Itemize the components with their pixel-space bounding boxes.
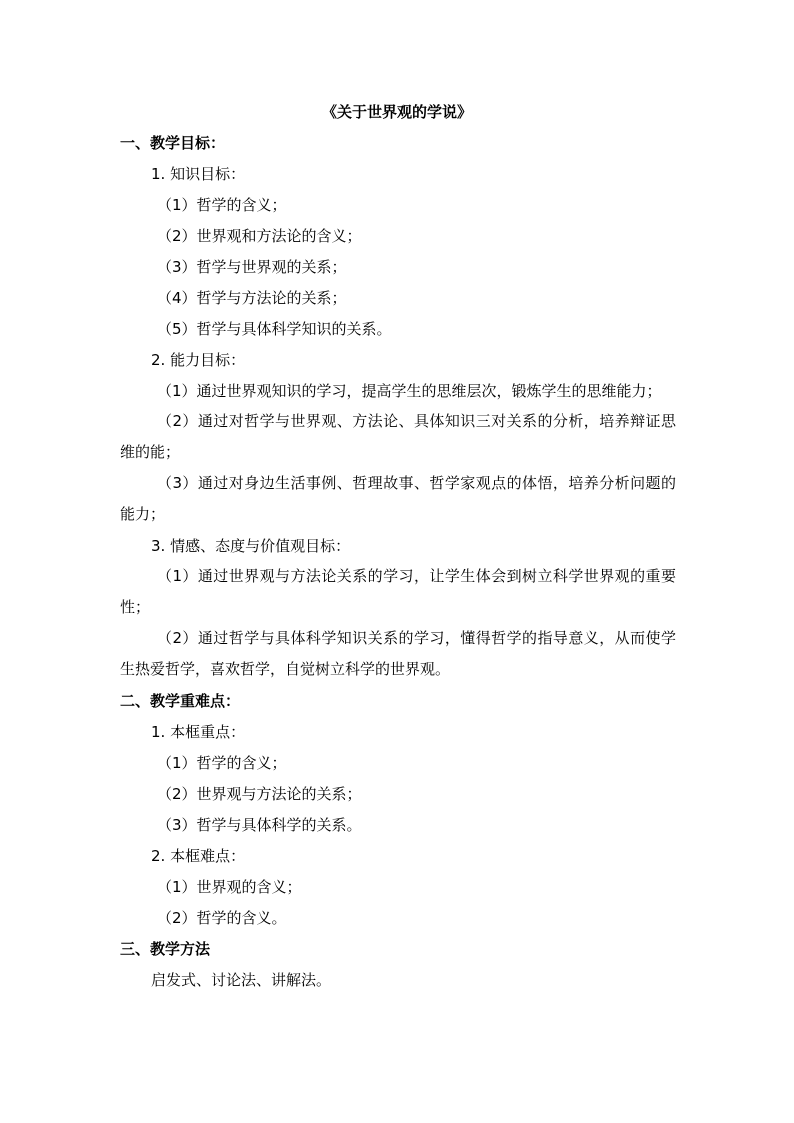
section-2-heading: 二、教学重难点：: [120, 692, 241, 710]
emotion-item-1: （1）通过世界观与方法论关系的学习，让学生体会到树立科学世界观的重要性；: [120, 567, 676, 616]
document-title: 《关于世界观的学说》: [321, 103, 472, 121]
ability-goals-label: 2. 能力目标：: [151, 351, 246, 369]
ability-item-3: （3）通过对身边生活事例、哲理故事、哲学家观点的体悟，培养分析问题的能力；: [120, 474, 676, 523]
knowledge-item-2: （2）世界观和方法论的含义；: [157, 227, 362, 245]
section-1-heading: 一、教学目标：: [120, 134, 226, 152]
emotion-item-2: （2）通过哲学与具体科学知识关系的学习，懂得哲学的指导意义，从而使学生热爱哲学，喜欢哲学，自觉树立科学的世界观。: [120, 629, 676, 678]
ability-item-1: （1）通过世界观知识的学习，提高学生的思维层次，锻炼学生的思维能力；: [157, 382, 662, 400]
section-3-heading: 三、教学方法: [120, 940, 211, 958]
difficult-points-label: 2. 本框难点：: [151, 847, 246, 865]
emotion-goals-label: 3. 情感、态度与价值观目标：: [151, 537, 351, 555]
difficult-point-item-1: （1）世界观的含义；: [157, 878, 302, 896]
knowledge-item-3: （3）哲学与世界观的关系；: [157, 258, 347, 276]
knowledge-goals-label: 1. 知识目标：: [151, 165, 246, 183]
teaching-methods-text: 启发式、讨论法、讲解法。: [151, 971, 332, 989]
knowledge-item-4: （4）哲学与方法论的关系；: [157, 289, 347, 307]
key-point-item-2: （2）世界观与方法论的关系；: [157, 785, 362, 803]
knowledge-item-1: （1）哲学的含义；: [157, 196, 287, 214]
key-point-item-3: （3）哲学与具体科学的关系。: [157, 816, 362, 834]
ability-item-2: （2）通过对哲学与世界观、方法论、具体知识三对关系的分析，培养辩证思维的能；: [120, 412, 676, 461]
difficult-point-item-2: （2）哲学的含义。: [157, 909, 287, 927]
key-point-item-1: （1）哲学的含义；: [157, 754, 287, 772]
knowledge-item-5: （5）哲学与具体科学知识的关系。: [157, 320, 392, 338]
key-points-label: 1. 本框重点：: [151, 723, 246, 741]
